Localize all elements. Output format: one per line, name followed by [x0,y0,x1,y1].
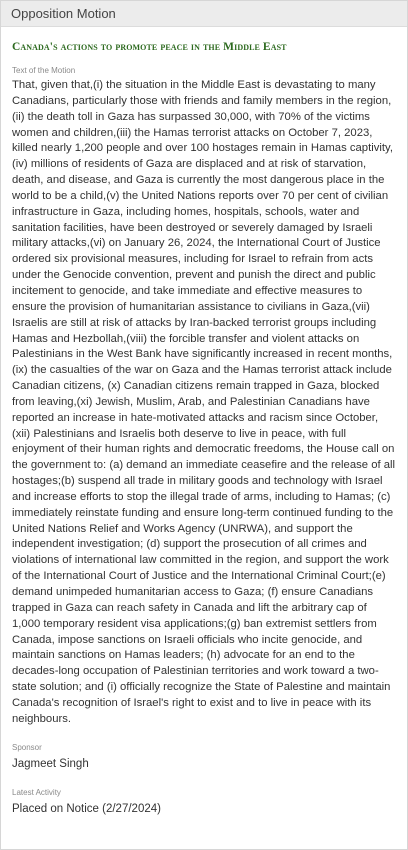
motion-text-label: Text of the Motion [12,66,76,75]
latest-activity-value: Placed on Notice (2/27/2024) [12,802,161,815]
latest-activity-label: Latest Activity [12,787,61,797]
motion-text: That, given that,(i) the situation in the Middle East is devastating to many Canadians, particularly those with friends and family members in the region,(ii) the death toll in Gaza has surpassed 30,000, with 70% of the victims women and children,(iii) the Hamas terrorist attacks on October 7, 2023, killed nearly 1,200 people and over 100 hostages remain in Hamas captivity,(iv) millions of residents of Gaza are displaced and at risk of starvation, death, and disease, and Gaza is currently the most dangerous place in the world to be a child,(v) the United Nations reports over 70 per cent of civilian infrastructure in Gaza, including homes, hospitals, schools, water and sanitation facilities, have been destroyed or severely damaged by Israeli military attacks,(vi) on January 26, 2024, the International Court of Justice ordered six provisional measures, including for Israel to refrain from acts under the Genocide convention, prevent and punish the direct and public incitement to genocide, and take immediate and effective measures to ensure the provision of humanitarian assistance to civilians in Gaza,(vii) Israelis are still at risk of attacks by Iran-backed terrorist groups including Hamas and Hezbollah,(viii) the forcible transfer and violent attacks on Palestinians in the West Bank have significantly increased in recent months,(ix) the casualties of the war on Gaza and the Hamas terrorist attack include Canadian citizens, (x) Canadian citizens remain trapped in Gaza, blocked from leaving,(xi) Jewish, Muslim, Arab, and Palestinian Canadians have reported an increase in hate-motivated attacks and racism since October, (xii) Palestinians and Israelis both deserve to live in peace, with full enjoyment of their human rights and democratic freedoms, the House call on the government to: (a) demand an immediate ceasefire and the release of all hostages;(b) suspend all trade in military goods and technology with Israel and increase efforts to stop the illegal trade of arms, including to Hamas; (c) immediately reinstate funding and ensure long-term continued funding to the United Nations Relief and Works Agency (UNRWA), and support the independent investigation; (d) support the prosecution of all crimes and violations of international law committed in the region, and support the work of the International Court of Justice and the International Criminal Court;(e) demand unimpeded humanitarian access to Gaza; (f) ensure Canadians trapped in Gaza can reach safety in Canada and lift the arbitrary cap of 1,000 temporary resident visa applications;(g) ban extremist settlers from Canada, impose sanctions on Israeli officials who incite genocide, and maintain sanctions on Hamas leaders; (h) advocate for an end to the decades-long occupation of Palestinian territories and work toward a two-state solution; and (i) officially recognize the State of Palestine and maintain Canada's recognition of Israel's right to exist and to live in peace with its neighbours. [12,79,396,725]
sponsor-name: Jagmeet Singh [12,757,89,770]
motion-title: Canada's actions to promote peace in the Middle East [12,41,287,53]
panel-header-title: Opposition Motion [11,6,116,21]
panel-header [1,1,407,27]
motion-content [1,41,407,815]
sponsor-label: Sponsor [12,742,42,752]
